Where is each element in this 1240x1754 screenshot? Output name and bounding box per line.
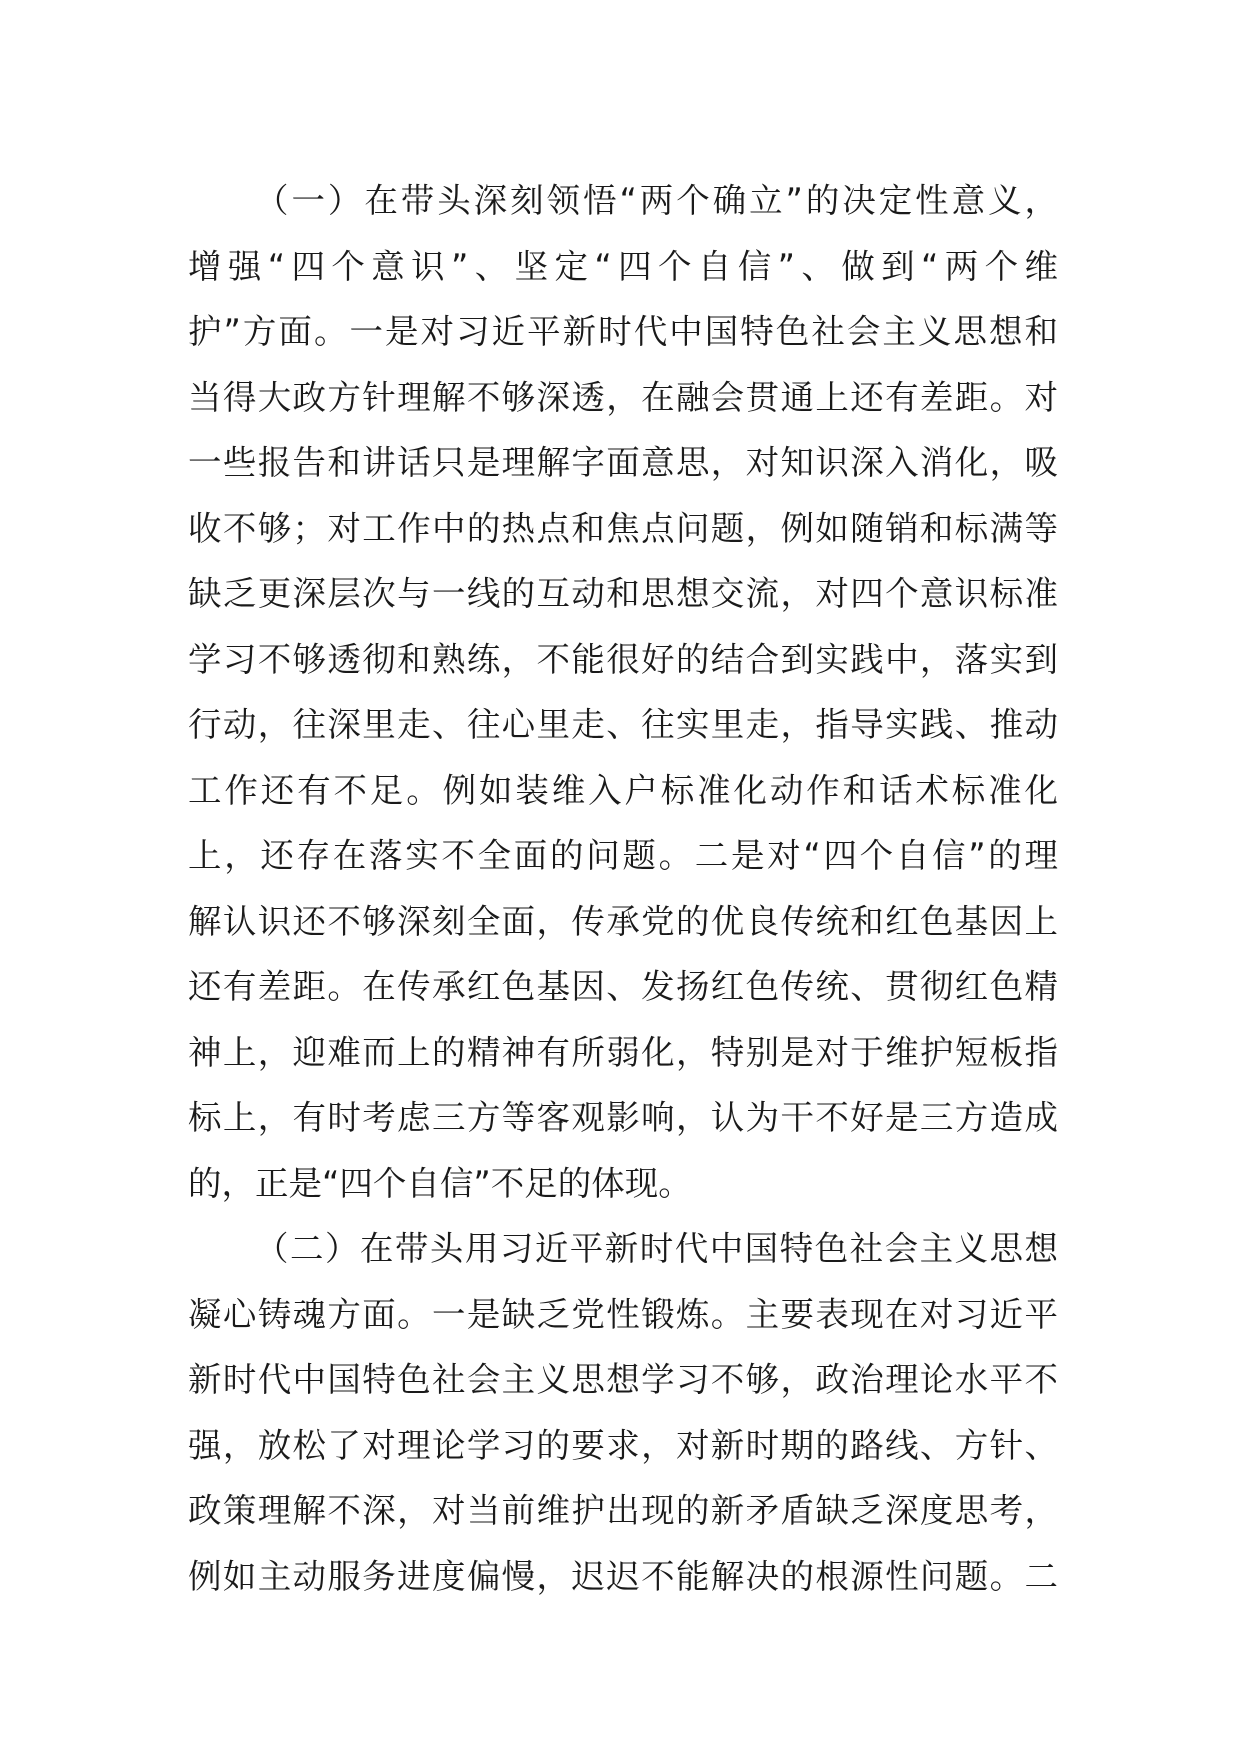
paragraph-2-line-3: 新时代中国特色社会主义思想学习不够，政治理论水平不 — [188, 1360, 1058, 1399]
paragraph-1-line-13: 还有差距。在传承红色基因、发扬红色传统、贯彻红色精 — [188, 967, 1058, 1006]
paragraph-1-line-6: 收不够；对工作中的热点和焦点问题，例如随销和标满等 — [188, 508, 1058, 548]
document-body — [188, 168, 1058, 1609]
paragraph-1-line-12: 解认识还不够深刻全面，传承党的优良传统和红色基因上 — [188, 901, 1058, 941]
paragraph-1-line-14: 神上，迎难而上的精神有所弱化，特别是对于维护短板指 — [188, 1032, 1058, 1072]
paragraph-1-line-16: 的，正是“四个自信”不足的体现。 — [188, 1163, 692, 1203]
paragraph-1-line-8: 学习不够透彻和熟练，不能很好的结合到实践中，落实到 — [188, 639, 1058, 679]
paragraph-1-line-3: 护”方面。一是对习近平新时代中国特色社会主义思想和 — [188, 312, 1058, 351]
paragraph-2-line-6: 例如主动服务进度偏慢，迟迟不能解决的根源性问题。二 — [188, 1556, 1058, 1596]
paragraph-2-line-1: （二）在带头用习近平新时代中国特色社会主义思想 — [255, 1229, 1058, 1268]
paragraph-2-line-5: 政策理解不深，对当前维护出现的新矛盾缺乏深度思考， — [188, 1491, 1058, 1530]
paragraph-1-line-11: 上，还存在落实不全面的问题。二是对“四个自信”的理 — [188, 836, 1058, 875]
paragraph-1-line-10: 工作还有不足。例如装维入户标准化动作和话术标准化 — [188, 770, 1058, 810]
paragraph-1-line-7: 缺乏更深层次与一线的互动和思想交流，对四个意识标准 — [188, 574, 1058, 613]
paragraph-1-line-15: 标上，有时考虑三方等客观影响，认为干不好是三方造成 — [188, 1098, 1058, 1137]
paragraph-1-line-5: 一些报告和讲话只是理解字面意思，对知识深入消化，吸 — [188, 443, 1058, 482]
paragraph-1-line-4: 当得大政方针理解不够深透，在融会贯通上还有差距。对 — [188, 377, 1058, 417]
paragraph-2-line-4: 强，放松了对理论学习的要求，对新时期的路线、方针、 — [188, 1425, 1058, 1465]
paragraph-1-line-2: 增强“四个意识”、坚定“四个自信”、做到“两个维 — [188, 246, 1058, 286]
paragraph-1-line-1: （一）在带头深刻领悟“两个确立”的决定性意义， — [255, 181, 1058, 220]
paragraph-1-line-9: 行动，往深里走、往心里走、往实里走，指导实践、推动 — [188, 705, 1058, 744]
paragraph-2-line-2: 凝心铸魂方面。一是缺乏党性锻炼。主要表现在对习近平 — [188, 1294, 1058, 1334]
